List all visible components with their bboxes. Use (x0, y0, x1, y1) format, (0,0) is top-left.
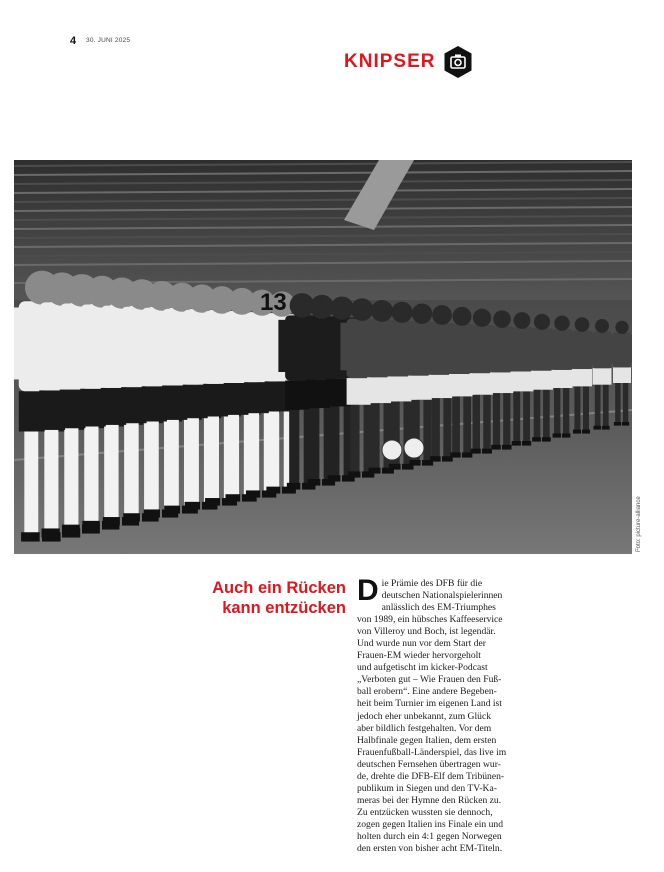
jersey-number: 13 (260, 289, 287, 316)
camera-icon (443, 45, 473, 79)
article-line: Und wurde nun vor dem Start der (357, 638, 486, 650)
drop-cap: D (357, 574, 379, 607)
article-line: jedoch eher unbekannt, zum Glück (357, 710, 491, 722)
article-line: publikum in Siegen und den TV-Ka- (357, 782, 497, 794)
article-line: Frauenfußball-Länderspiel, das live im (357, 746, 507, 758)
article-line: ie Prämie des DFB für die (381, 578, 483, 589)
article-line: und aufgetischt im kicker-Podcast (357, 662, 488, 674)
football (404, 438, 424, 458)
photo-scene (14, 160, 632, 554)
article-line: „Verboten gut – Wie Frauen den Fuß- (357, 674, 502, 686)
section-logo (344, 45, 473, 79)
article-line: anlässlich des EM-Triumphes (381, 602, 496, 614)
article-line: holten durch ein 4:1 gegen Norwegen (357, 830, 502, 842)
article-line: deutschen Fernsehen übertragen wur- (357, 758, 501, 770)
article-line: Zu entzücken wussten sie dennoch, (357, 806, 493, 818)
article-line: den ersten von bisher acht EM-Titeln. (357, 843, 503, 855)
article-line: Frauen-EM wieder hervorgeholt (357, 650, 481, 662)
article-line: zogen gegen Italien ins Finale ein und (357, 818, 503, 830)
article-line: Halbfinale gegen Italien, dem ersten (357, 734, 497, 746)
article-line: heit beim Turnier im eigenen Land ist (357, 698, 502, 710)
article-line: deutschen Nationalspielerinnen (381, 590, 503, 602)
team-line-photo (14, 160, 632, 554)
football (382, 440, 402, 460)
photo-credit: Foto: picture-alliance (636, 496, 642, 552)
article-line: de, drehte die DFB-Elf dem Tribünen- (357, 770, 505, 782)
headline-line: kann entzücken (222, 599, 346, 617)
article-line: von 1989, ein hübsches Kaffeeservice (357, 614, 503, 626)
section-title: KNIPSER (344, 51, 436, 72)
article-line: von Villeroy und Boch, ist legendär. (357, 626, 496, 638)
article-line: meras bei der Hymne den Rücken zu. (357, 794, 502, 806)
issue-date: 30. JUNI 2025 (86, 37, 131, 44)
page-number: 4 (70, 35, 77, 47)
headline-line: Auch ein Rücken (212, 579, 346, 597)
article-line: aber bildlich festgehalten. Vor dem (357, 722, 492, 734)
headline (150, 578, 346, 618)
article-body (357, 574, 515, 855)
article-line: ball erobern“. Eine andere Begeben- (357, 686, 497, 698)
